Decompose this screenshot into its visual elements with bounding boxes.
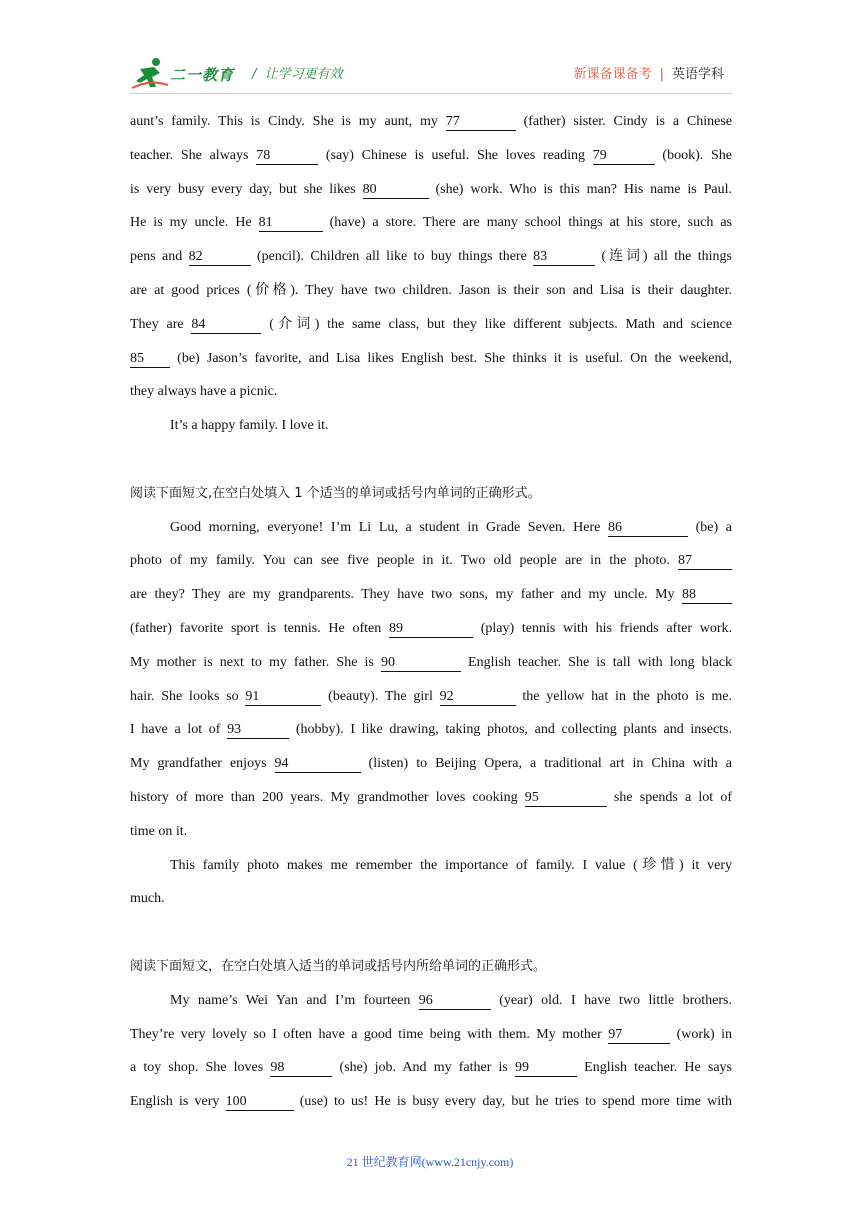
text-line [130, 274, 732, 308]
text-segment: aunt’s family. This is Cindy. She is my aunt, my [130, 114, 446, 129]
blank-94[interactable]: 94 [275, 756, 361, 773]
text-segment: This family photo makes me remember the importance of family. I value (珍惜) it very [170, 857, 732, 873]
text-line [130, 646, 732, 680]
blank-90[interactable]: 90 [381, 655, 461, 672]
text-segment: the yellow hat in the photo is me. [515, 688, 732, 704]
text-segment: is very busy every day, but she likes [130, 181, 363, 197]
blank-95[interactable]: 95 [525, 790, 607, 807]
text-segment: (she) job. And my father is [332, 1060, 516, 1076]
text-line [130, 882, 732, 916]
text-line [130, 105, 732, 139]
text-segment: (say) Chinese is useful. She loves reading [318, 147, 593, 163]
text-line [130, 781, 732, 815]
text-segment: (have) a store. There are many school things at his store, such as [322, 215, 732, 231]
text-segment: (介词) the same class, but they like different subjects. Math and science [261, 316, 732, 332]
text-segment: (play) tennis with his friends after work. [472, 620, 732, 636]
text-line [130, 815, 732, 849]
text-segment: He is my uncle. He [130, 215, 259, 231]
blank-96[interactable]: 96 [419, 993, 491, 1010]
blank-93[interactable]: 93 [227, 722, 289, 739]
text-line [130, 680, 732, 714]
header-divider [130, 93, 732, 94]
text-line [130, 308, 732, 342]
text-segment: (连词) all the things [595, 249, 732, 265]
blank-91[interactable]: 91 [245, 689, 321, 706]
instruction-2: 阅读下面短文,在空白处填入 1 个适当的单词或括号内单词的正确形式。 [130, 485, 541, 501]
blank-88[interactable]: 88 [682, 587, 732, 604]
text-segment: My name’s Wei Yan and I’m fourteen [170, 992, 419, 1008]
logo [130, 55, 250, 91]
text-line [130, 139, 732, 173]
text-line [130, 511, 732, 545]
text-segment: English is very [130, 1094, 226, 1110]
blank-100[interactable]: 100 [226, 1094, 294, 1111]
text-line [130, 713, 732, 747]
text-line [130, 240, 732, 274]
text-line [130, 375, 732, 409]
text-segment: (she) work. Who is this man? His name is Paul. [428, 181, 732, 197]
text-segment: (year) old. I have two little brothers. [490, 992, 732, 1008]
slogan: / 让学习更有效 [252, 67, 343, 82]
blank-92[interactable]: 92 [440, 689, 516, 706]
text-segment: (father) sister. Cindy is a Chinese [515, 114, 732, 129]
blank-82[interactable]: 82 [189, 249, 251, 266]
header-subject-label: 英语学科 [671, 67, 724, 82]
text-segment: a toy shop. She loves [130, 1060, 271, 1076]
text-segment: My mother is next to my father. She is [130, 654, 381, 670]
blank-79[interactable]: 79 [593, 148, 655, 165]
text-segment: (listen) to Beijing Opera, a traditional art in China with a [360, 756, 732, 772]
blank-78[interactable]: 78 [256, 148, 318, 165]
passage-3 [130, 984, 732, 1119]
text-segment: English teacher. She is tall with long black [460, 654, 733, 670]
text-segment: English teacher. He says [577, 1060, 732, 1076]
runner-logo-icon [130, 55, 170, 91]
text-line [130, 1018, 732, 1052]
blank-87[interactable]: 87 [678, 553, 732, 570]
text-line [130, 747, 732, 781]
instruction-3: 阅读下面短文，在空白处填入适当的单词或括号内所给单词的正确形式。 [130, 958, 547, 974]
header-separator: | [659, 67, 664, 82]
spacer [130, 443, 732, 477]
text-segment: are at good prices (价格). They have two children. Jason is their son and Lisa is their daughter. [130, 282, 732, 298]
passage-1-closing: It’s a happy family. I love it. [170, 418, 329, 434]
footer-source: 21 世纪教育网(www.21cnjy.com) [346, 1155, 514, 1169]
text-segment: Good morning, everyone! I’m Li Lu, a student in Grade Seven. Here [170, 519, 608, 535]
text-segment: (use) to us! He is busy every day, but he tries to spend more time with [293, 1094, 732, 1110]
text-line [130, 173, 732, 207]
text-segment: photo of my family. You can see five people in it. Two old people are in the photo. [130, 553, 678, 569]
text-line [130, 1085, 732, 1119]
logo-text: 二一教育 [170, 66, 235, 84]
text-line [130, 1051, 732, 1085]
text-line [130, 206, 732, 240]
text-segment: My grandfather enjoys [130, 756, 275, 772]
blank-77[interactable]: 77 [446, 114, 516, 131]
text-segment: (book). She [654, 147, 732, 163]
blank-86[interactable]: 86 [608, 520, 688, 537]
text-segment: (be) a [687, 519, 732, 535]
text-segment: they always have a picnic. [130, 384, 278, 400]
text-segment: They are [130, 316, 192, 332]
text-segment: (be) Jason’s favorite, and Lisa likes English best. She thinks it is useful. On the weekend, [170, 350, 732, 366]
text-segment: I have a lot of [130, 722, 228, 738]
blank-84[interactable]: 84 [191, 317, 261, 334]
text-segment: are they? They are my grandparents. They have two sons, my father and my uncle. My [130, 587, 682, 603]
text-segment: (hobby). I like drawing, taking photos, and collecting plants and insects. [289, 722, 733, 738]
blank-85[interactable]: 85 [130, 351, 170, 368]
text-segment: she spends a lot of [606, 789, 733, 805]
blank-89[interactable]: 89 [389, 621, 473, 638]
text-line [130, 578, 732, 612]
text-segment: history of more than 200 years. My grandmother loves cooking [130, 789, 525, 805]
passage-2-closing [130, 849, 732, 917]
text-line [130, 849, 732, 883]
document-body [130, 105, 732, 1119]
text-segment: (pencil). Children all like to buy things there [250, 249, 534, 265]
text-line [130, 612, 732, 646]
blank-98[interactable]: 98 [270, 1060, 332, 1077]
blank-83[interactable]: 83 [533, 249, 595, 266]
text-segment: (beauty). The girl [321, 688, 440, 704]
blank-99[interactable]: 99 [515, 1060, 577, 1077]
text-line [130, 544, 732, 578]
passage-2 [130, 511, 732, 849]
text-segment: time on it. [130, 823, 188, 839]
blank-80[interactable]: 80 [363, 182, 429, 199]
text-segment: pens and [130, 249, 189, 265]
header-course-label: 新课备课备考 [573, 67, 652, 82]
passage-1 [130, 105, 732, 409]
blank-97[interactable]: 97 [608, 1027, 670, 1044]
blank-81[interactable]: 81 [259, 215, 323, 232]
text-segment: (father) favorite sport is tennis. He often [130, 620, 389, 636]
text-segment: much. [130, 891, 165, 907]
page-header [130, 55, 732, 95]
spacer [130, 916, 732, 950]
text-segment: (work) in [670, 1026, 732, 1042]
text-line [130, 984, 732, 1018]
header-subject [574, 63, 724, 82]
text-line [130, 342, 732, 376]
text-segment: hair. She looks so [130, 688, 246, 704]
text-segment: teacher. She always [130, 147, 257, 163]
text-segment: They’re very lovely so I often have a good time being with them. My mother [130, 1026, 609, 1042]
